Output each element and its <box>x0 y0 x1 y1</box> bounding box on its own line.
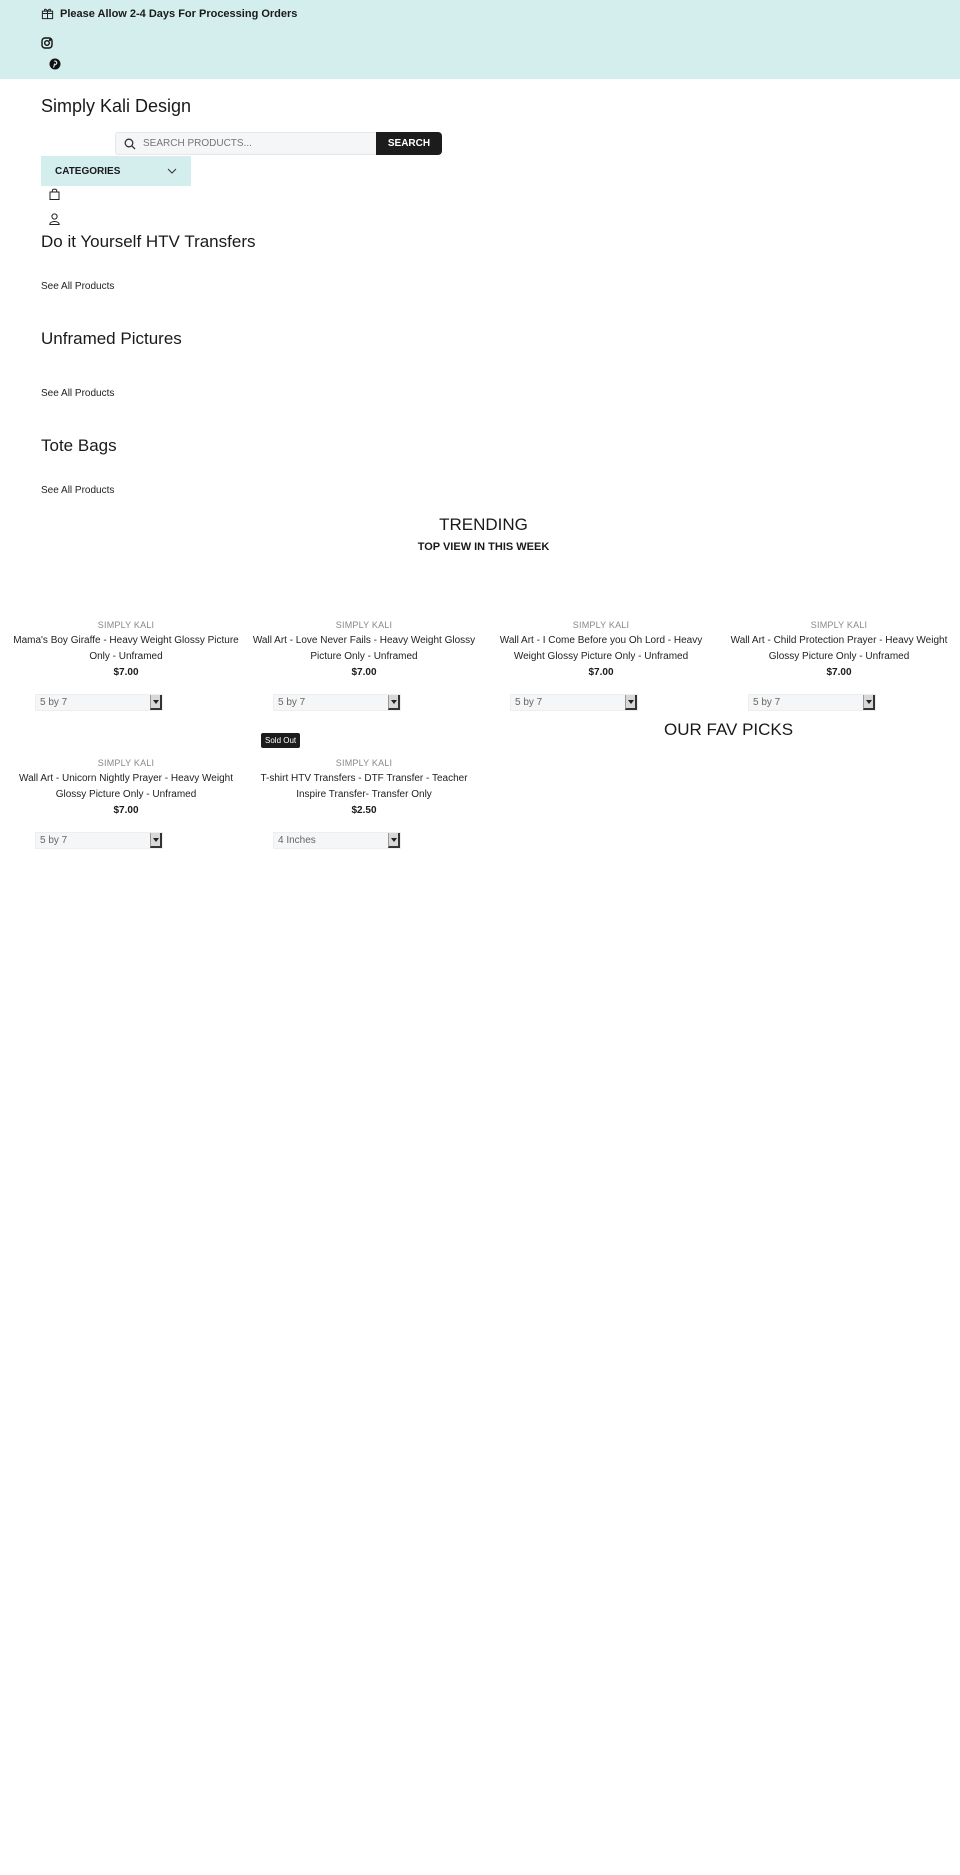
product-option-value: 5 by 7 <box>753 697 781 708</box>
trending-title: TRENDING <box>439 515 528 534</box>
categories-label: CATEGORIES <box>55 165 121 177</box>
product-price: $7.00 <box>351 667 377 678</box>
search-bar <box>115 132 442 155</box>
user-icon[interactable] <box>49 213 60 225</box>
product-title[interactable]: Wall Art - Unicorn Nightly Prayer - Heavy Weight Glossy Picture Only - Unframed <box>19 773 233 800</box>
select-arrow-icon <box>150 695 162 710</box>
see-all-tote-link[interactable]: See All Products <box>41 485 115 496</box>
product-card[interactable] <box>247 758 481 846</box>
product-card[interactable] <box>247 620 481 708</box>
product-title[interactable]: Wall Art - I Come Before you Oh Lord - Heavy Weight Glossy Picture Only - Unframed <box>499 635 703 662</box>
sold-out-badge: Sold Out <box>261 733 300 748</box>
categories-dropdown[interactable] <box>41 156 191 186</box>
product-vendor: SIMPLY KALI <box>335 620 393 630</box>
fav-picks-title: OUR FAV PICKS <box>664 720 794 739</box>
search-button[interactable]: SEARCH <box>376 132 442 155</box>
product-card[interactable] <box>9 620 243 708</box>
product-option-select[interactable] <box>273 832 401 849</box>
select-arrow-icon <box>388 833 400 848</box>
product-option-value: 5 by 7 <box>40 697 68 708</box>
collection-title-unframed: Unframed Pictures <box>41 329 182 348</box>
search-input[interactable] <box>143 138 363 149</box>
see-all-htv-link[interactable]: See All Products <box>41 281 115 292</box>
search-box <box>115 132 376 155</box>
select-arrow-icon <box>863 695 875 710</box>
select-arrow-icon <box>625 695 637 710</box>
announcement-bar <box>0 0 960 79</box>
collection-title-htv: Do it Yourself HTV Transfers <box>41 232 256 251</box>
product-option-value: 5 by 7 <box>515 697 543 708</box>
product-option-select[interactable] <box>35 832 163 849</box>
product-card[interactable] <box>484 620 718 708</box>
product-title[interactable]: Wall Art - Love Never Fails - Heavy Weight Glossy Picture Only - Unframed <box>252 635 476 662</box>
cart-icon[interactable] <box>49 188 60 200</box>
product-vendor: SIMPLY KALI <box>97 620 155 630</box>
collection-title-tote: Tote Bags <box>41 436 117 455</box>
product-vendor: SIMPLY KALI <box>335 758 393 768</box>
gift-icon <box>41 7 54 20</box>
see-all-unframed-link[interactable]: See All Products <box>41 388 115 399</box>
search-icon <box>124 138 136 150</box>
announcement-text: Please Allow 2-4 Days For Processing Orders <box>60 7 298 20</box>
select-arrow-icon <box>150 833 162 848</box>
product-option-select[interactable] <box>35 694 163 711</box>
product-title[interactable]: T-shirt HTV Transfers - DTF Transfer - Teacher Inspire Transfer- Transfer Only <box>260 773 468 800</box>
product-price: $7.00 <box>113 805 139 816</box>
product-option-value: 5 by 7 <box>40 835 68 846</box>
product-vendor: SIMPLY KALI <box>97 758 155 768</box>
product-option-value: 4 Inches <box>278 835 316 846</box>
product-vendor: SIMPLY KALI <box>810 620 868 630</box>
product-price: $7.00 <box>113 667 139 678</box>
product-title[interactable]: Wall Art - Child Protection Prayer - Heavy Weight Glossy Picture Only - Unframed <box>730 635 948 662</box>
announcement <box>41 7 297 20</box>
product-option-select[interactable] <box>748 694 876 711</box>
product-card[interactable] <box>9 758 243 846</box>
select-arrow-icon <box>388 695 400 710</box>
product-card[interactable] <box>722 620 956 708</box>
product-price: $7.00 <box>826 667 852 678</box>
product-option-value: 5 by 7 <box>278 697 306 708</box>
brand-logo[interactable]: Simply Kali Design <box>41 96 192 116</box>
product-price: $2.50 <box>351 805 377 816</box>
product-option-select[interactable] <box>273 694 401 711</box>
trending-subtitle: TOP VIEW IN THIS WEEK <box>417 541 550 553</box>
chevron-down-icon <box>167 166 177 176</box>
product-title[interactable]: Mama's Boy Giraffe - Heavy Weight Glossy Picture Only - Unframed <box>13 635 239 662</box>
product-price: $7.00 <box>588 667 614 678</box>
product-vendor: SIMPLY KALI <box>572 620 630 630</box>
instagram-icon[interactable] <box>41 37 53 49</box>
pinterest-icon[interactable] <box>49 58 61 70</box>
product-option-select[interactable] <box>510 694 638 711</box>
